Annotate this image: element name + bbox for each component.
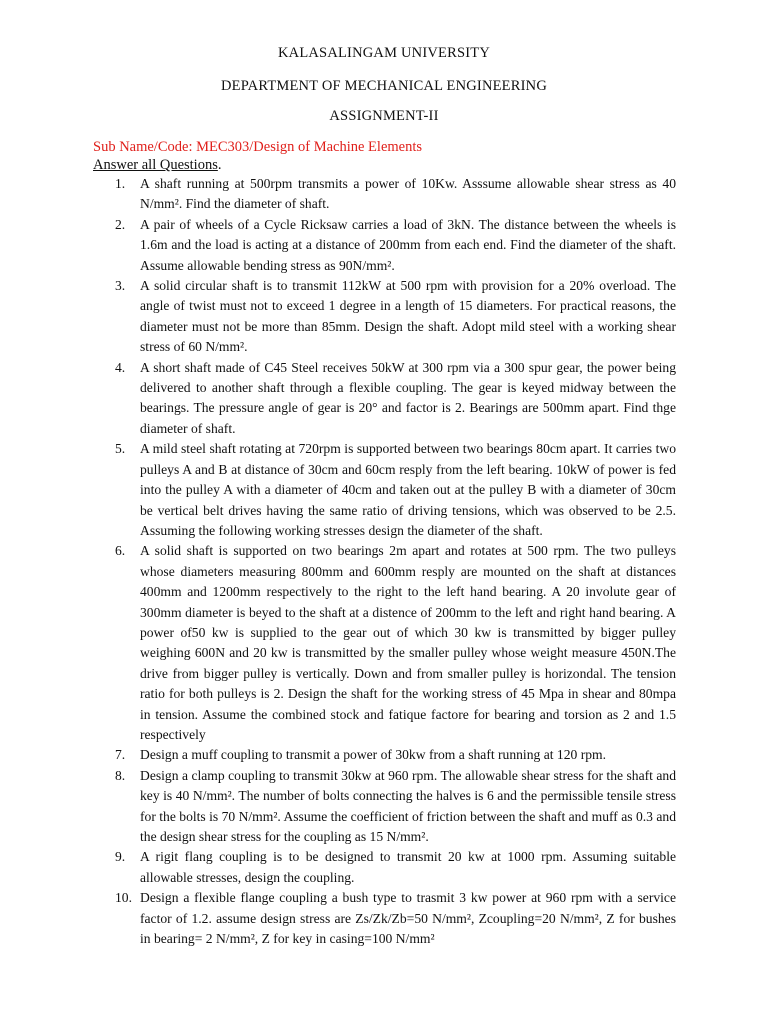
question-text: A short shaft made of C45 Steel receives 50kW at 300 rpm via a 300 spur gear, the power being delivered to another shaft through a flexible coupling. The gear is keyed midway between the bearings. The pressure angle of gear is 20° and factor is 2. Bearings are 500mm apart. Find thge diameter of shaft. [140, 359, 676, 436]
question-text: Design a flexible flange coupling a bush type to trasmit 3 kw power at 960 rpm with a service factor of 1.2. assume design stress are Zs/Zk/Zb=50 N/mm², Zcoupling=20 N/mm², Z for bushes in bearing= 2 N/mm², Z for key in casing=100 N/mm² [140, 890, 676, 947]
question-number: 3. [115, 278, 126, 294]
question-text: A solid circular shaft is to transmit 112kW at 500 rpm with provision for a 20% overload. The angle of twist must not to exceed 1 degree in a length of 15 diameters. For practical reasons, the diameter must not be more than 85mm. Design the shaft. Adopt mild steel with a working shear stress of 60 N/mm². [140, 278, 676, 355]
instruction-line [93, 157, 221, 174]
question-number: 4. [115, 359, 126, 375]
question-item [0, 174, 676, 215]
question-item [0, 439, 676, 541]
question-number: 10. [115, 890, 132, 906]
question-item [0, 745, 676, 765]
instruction-text: Answer all Questions [93, 157, 218, 173]
subject-line: Sub Name/Code: MEC303/Design of Machine Elements [93, 139, 423, 155]
question-number: 1. [115, 176, 126, 191]
question-item [0, 358, 676, 440]
question-item [0, 888, 676, 949]
question-number: 8. [115, 767, 126, 783]
question-number: 6. [115, 543, 126, 559]
instruction-suffix: . [217, 157, 222, 173]
question-item [0, 847, 676, 888]
assignment-title: ASSIGNMENT-II [329, 108, 439, 124]
question-number: 2. [115, 216, 126, 232]
question-item [0, 276, 676, 358]
question-number: 5. [115, 441, 126, 457]
question-item [0, 766, 676, 848]
question-text: A pair of wheels of a Cycle Ricksaw carries a load of 3kN. The distance between the wheels is 1.6m and the load is acting at a distance of 200mm from each end. Find the diameter of the shaft. Assume allowable bending stress as 90N/mm². [140, 216, 676, 273]
question-text: A rigit flang coupling is to be designed to transmit 20 kw at 1000 rpm. Assuming suitable allowable stresses, design the coupling. [140, 849, 676, 885]
question-text: A mild steel shaft rotating at 720rpm is supported between two bearings 80cm apart. It carries two pulleys A and B at distance of 30cm and 60cm resply from the left bearing. 10kW of power is fed into the pulley A with a diameter of 40cm and taken out at the pulley B with a diameter of 30cm be vertical belt drives having the same ratio of driving tensions, which was observed to be 2.5. Assuming the following working stresses design the diameter of the shaft. [140, 441, 676, 538]
question-text: Design a clamp coupling to transmit 30kw at 960 rpm. The allowable shear stress for the shaft and key is 40 N/mm². The number of bolts connecting the halves is 6 and the permissible tensile stress for the bolts is 70 N/mm². Assume the coefficient of friction between the shaft and muff as 0.3 and the design shear stress for the coupling as 15 N/mm². [140, 767, 676, 844]
question-text: Design a muff coupling to transmit a power of 30kw from a shaft running at 120 rpm. [140, 747, 606, 763]
question-number: 7. [115, 747, 126, 763]
question-list [0, 174, 768, 949]
department-title: DEPARTMENT OF MECHANICAL ENGINEERING [220, 78, 547, 94]
question-text: A solid shaft is supported on two bearings 2m apart and rotates at 500 rpm. The two pulleys whose diameters measuring 800mm and 600mm resply are mounted on the shaft at distances 400mm and 1200mm respectively to the right to the left hand bearing. A 20 involute gear of 300mm diameter is beyed to the shaft at a distence of 200mm to the left and right hand bearing. A power of50 kw is supplied to the gear out of which 30 kw is transmitted by bigger pulley weighing 600N and 20 kw is transmitted by the smaller pulley whose weight measure 450N.The drive from bigger pulley is vertically. Down and from smaller pulley is horizondal. The tension ratio for both pulleys is 2. Design the shaft for the working stress of 45 Mpa in shear and 80mpa in tension. Assume the combined stock and fatique factore for bearing and torsion as 2 and 1.5 respectively [140, 543, 676, 742]
university-title: KALASALINGAM UNIVERSITY [277, 45, 491, 61]
question-number: 9. [115, 849, 126, 865]
question-text: A shaft running at 500rpm transmits a power of 10Kw. Asssume allowable shear stress as 40 N/mm². Find the diameter of shaft. [140, 176, 676, 212]
question-item [0, 541, 676, 745]
question-item [0, 215, 676, 276]
